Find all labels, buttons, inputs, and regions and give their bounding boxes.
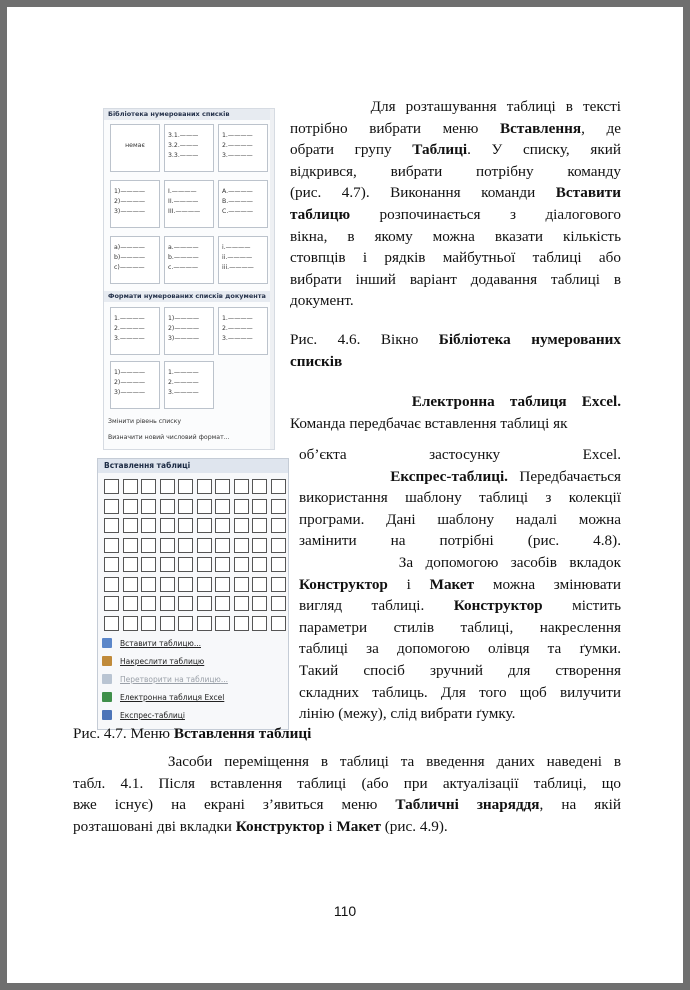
grid-cell[interactable] bbox=[197, 499, 212, 514]
numbering-option-line: 1)———— bbox=[114, 188, 146, 195]
numbering-option-line: 2.———— bbox=[222, 142, 253, 149]
numbering-option[interactable] bbox=[110, 236, 160, 284]
grid-cell[interactable] bbox=[234, 616, 249, 631]
paragraph-navigation bbox=[73, 751, 621, 837]
grid-cell[interactable] bbox=[104, 596, 119, 611]
text-line bbox=[290, 161, 621, 183]
grid-cell[interactable] bbox=[234, 518, 249, 533]
grid-cell[interactable] bbox=[271, 479, 286, 494]
grid-cell[interactable] bbox=[234, 596, 249, 611]
text-run: Конструктор bbox=[299, 575, 388, 593]
text-run: обрати групу bbox=[290, 141, 413, 159]
text-line bbox=[299, 682, 621, 704]
grid-cell[interactable] bbox=[271, 616, 286, 631]
grid-cell[interactable] bbox=[271, 518, 286, 533]
text-run: розпочинається з діалогового bbox=[350, 205, 621, 223]
text-run: (рис. 4.9). bbox=[380, 817, 448, 835]
text-line bbox=[299, 466, 621, 488]
numbering-option-line: II.———— bbox=[168, 198, 199, 205]
grid-cell[interactable] bbox=[271, 499, 286, 514]
menu-item-label: Вставити таблицю... bbox=[120, 639, 201, 648]
text-line bbox=[299, 617, 621, 639]
text-run: об’єкта застосунку Excel. bbox=[299, 446, 621, 463]
numbering-option-line: 3.———— bbox=[222, 335, 253, 342]
grid-cell[interactable] bbox=[215, 577, 230, 592]
grid-cell[interactable] bbox=[252, 616, 267, 631]
text-line bbox=[299, 574, 621, 596]
text-run: , де bbox=[581, 119, 621, 137]
numbering-option-line: 3)———— bbox=[114, 208, 146, 215]
grid-cell[interactable] bbox=[123, 518, 138, 533]
text-run: Вставлення таблиці bbox=[173, 725, 312, 742]
numbering-option-line: b)———— bbox=[114, 254, 146, 261]
numbering-library-panel bbox=[103, 108, 275, 450]
grid-cell[interactable] bbox=[215, 538, 230, 553]
numbering-option-line: a)———— bbox=[114, 244, 145, 251]
grid-cell[interactable] bbox=[252, 499, 267, 514]
grid-cell[interactable] bbox=[197, 557, 212, 572]
grid-cell[interactable] bbox=[197, 518, 212, 533]
numbering-option-line: 3.———— bbox=[222, 152, 253, 159]
numbering-option-line: 1)———— bbox=[168, 315, 200, 322]
text-line bbox=[290, 247, 621, 269]
paragraph-intro bbox=[290, 96, 621, 312]
numbering-option-line: i.———— bbox=[222, 244, 251, 251]
text-line bbox=[290, 182, 621, 204]
numbering-option-line: B.———— bbox=[222, 198, 253, 205]
insert-table-menu bbox=[97, 458, 289, 730]
numbering-option-line: 3.———— bbox=[114, 335, 145, 342]
text-run: Вставлення bbox=[500, 119, 582, 137]
menu-item-icon bbox=[102, 692, 112, 702]
text-line bbox=[299, 552, 621, 574]
menu-item-icon bbox=[102, 710, 112, 720]
numbering-option-line: 1.———— bbox=[168, 369, 199, 376]
text-line bbox=[290, 269, 621, 291]
grid-cell[interactable] bbox=[123, 479, 138, 494]
numbering-option-line: b.———— bbox=[168, 254, 199, 261]
text-line bbox=[290, 226, 621, 248]
text-line bbox=[290, 351, 621, 373]
text-run: містить bbox=[542, 597, 622, 615]
grid-cell[interactable] bbox=[160, 538, 175, 553]
grid-cell[interactable] bbox=[271, 577, 286, 592]
grid-cell[interactable] bbox=[178, 596, 193, 611]
text-run: Такий спосіб зручний для створення bbox=[299, 661, 621, 679]
text-line bbox=[73, 773, 621, 795]
grid-cell[interactable] bbox=[252, 538, 267, 553]
text-run bbox=[290, 393, 412, 410]
text-line bbox=[73, 751, 621, 773]
grid-cell[interactable] bbox=[234, 538, 249, 553]
text-run bbox=[299, 468, 390, 485]
grid-cell[interactable] bbox=[252, 518, 267, 533]
numbering-option-line: 2)———— bbox=[168, 325, 200, 332]
grid-cell[interactable] bbox=[197, 577, 212, 592]
grid-cell[interactable] bbox=[215, 616, 230, 631]
insert-table-menu-item[interactable] bbox=[102, 709, 185, 723]
numbering-option-line: 3.2.——— bbox=[168, 142, 199, 149]
document-numbering-option[interactable] bbox=[110, 361, 160, 409]
numbering-option[interactable] bbox=[218, 236, 268, 284]
grid-cell[interactable] bbox=[104, 518, 119, 533]
text-line bbox=[290, 413, 621, 435]
grid-cell[interactable] bbox=[141, 557, 156, 572]
text-line bbox=[290, 204, 621, 226]
grid-cell[interactable] bbox=[123, 557, 138, 572]
text-run: Експрес-таблиці. bbox=[390, 467, 508, 485]
numbering-option-line: ii.———— bbox=[222, 254, 253, 261]
grid-cell[interactable] bbox=[178, 538, 193, 553]
numbering-option[interactable] bbox=[164, 124, 214, 172]
grid-cell[interactable] bbox=[104, 557, 119, 572]
text-line bbox=[73, 723, 473, 745]
insert-table-header: Вставлення таблиці bbox=[98, 459, 288, 473]
text-run: Для розташування таблиці в тексті bbox=[290, 98, 621, 115]
paragraph-express-tables bbox=[299, 444, 621, 725]
text-run: Конструктор bbox=[453, 597, 543, 615]
text-run: Рис. 4.7. Меню bbox=[73, 725, 174, 742]
numbering-option-line: 1)———— bbox=[114, 369, 146, 376]
text-run: можна змінювати bbox=[474, 575, 621, 593]
numbering-option[interactable] bbox=[110, 124, 160, 172]
define-number-format-item[interactable]: Визначити новий числовий формат... bbox=[108, 434, 230, 441]
grid-cell[interactable] bbox=[141, 577, 156, 592]
numbering-option-line: 2.———— bbox=[222, 325, 253, 332]
numbering-option[interactable] bbox=[218, 180, 268, 228]
grid-cell[interactable] bbox=[160, 577, 175, 592]
document-numbering-option[interactable] bbox=[164, 307, 214, 355]
text-run: Таблиці bbox=[412, 141, 468, 159]
text-run: складних таблиць. Для того щоб вилучити bbox=[299, 683, 621, 701]
numbering-option[interactable] bbox=[218, 124, 268, 172]
grid-cell[interactable] bbox=[160, 557, 175, 572]
text-run: Рис. 4.6. Вікно bbox=[290, 331, 439, 348]
paragraph-excel bbox=[290, 391, 621, 434]
text-run: стовпців і рядків майбутньої таблиці або bbox=[290, 249, 621, 267]
numbering-option-line: 2)———— bbox=[114, 379, 146, 386]
grid-cell[interactable] bbox=[252, 596, 267, 611]
grid-cell[interactable] bbox=[123, 538, 138, 553]
numbering-option-line: 3)———— bbox=[168, 335, 200, 342]
text-line bbox=[290, 391, 621, 413]
document-numbering-option[interactable] bbox=[218, 307, 268, 355]
numbering-option-line: 3)———— bbox=[114, 389, 146, 396]
text-line bbox=[299, 487, 621, 509]
grid-cell[interactable] bbox=[215, 479, 230, 494]
document-page bbox=[7, 7, 683, 983]
text-run: лінію (межу), слід вибрати ґумку. bbox=[299, 705, 516, 723]
text-line bbox=[290, 118, 621, 140]
text-line bbox=[299, 530, 621, 552]
text-run: Конструктор bbox=[235, 817, 325, 835]
grid-cell[interactable] bbox=[178, 557, 193, 572]
text-run: програми. Дані шаблону надалі можна bbox=[299, 510, 621, 528]
numbering-option-line: c.———— bbox=[168, 264, 199, 271]
grid-cell[interactable] bbox=[215, 596, 230, 611]
grid-cell[interactable] bbox=[252, 557, 267, 572]
grid-cell[interactable] bbox=[234, 479, 249, 494]
text-run: замінити на потрібні (рис. 4.8). bbox=[299, 532, 621, 550]
text-run: списків bbox=[290, 352, 343, 370]
change-list-level-item[interactable]: Змінити рівень списку bbox=[108, 418, 182, 425]
text-line bbox=[299, 444, 621, 466]
grid-cell[interactable] bbox=[252, 479, 267, 494]
numbering-option-line: 2.———— bbox=[168, 379, 199, 386]
numbering-option-line: 3.3.——— bbox=[168, 152, 199, 159]
text-run: і bbox=[387, 575, 430, 593]
text-run: Засоби переміщення в таблиці та введення даних наведені в bbox=[73, 753, 621, 770]
document-numbering-option[interactable] bbox=[164, 361, 214, 409]
grid-cell[interactable] bbox=[160, 596, 175, 611]
grid-cell[interactable] bbox=[160, 479, 175, 494]
grid-cell[interactable] bbox=[141, 538, 156, 553]
menu-item-icon bbox=[102, 674, 112, 684]
grid-cell[interactable] bbox=[178, 616, 193, 631]
grid-cell[interactable] bbox=[141, 518, 156, 533]
numbering-option-line: 1.———— bbox=[222, 315, 253, 322]
numbering-option-line: C.———— bbox=[222, 208, 254, 215]
grid-cell[interactable] bbox=[215, 557, 230, 572]
numbering-option[interactable] bbox=[110, 180, 160, 228]
grid-cell[interactable] bbox=[178, 479, 193, 494]
numbering-library-header: Бібліотека нумерованих списків bbox=[104, 109, 274, 120]
numbering-option-line: iii.———— bbox=[222, 264, 254, 271]
numbering-option-line: a.———— bbox=[168, 244, 199, 251]
grid-cell[interactable] bbox=[104, 577, 119, 592]
text-run: Вставити bbox=[555, 184, 621, 202]
grid-cell[interactable] bbox=[234, 577, 249, 592]
grid-cell[interactable] bbox=[104, 499, 119, 514]
document-formats-header: Формати нумерованих списків документа bbox=[104, 291, 274, 302]
grid-cell[interactable] bbox=[141, 479, 156, 494]
grid-cell[interactable] bbox=[197, 479, 212, 494]
text-run: (рис. 4.7). Виконання команди bbox=[290, 184, 556, 202]
grid-cell[interactable] bbox=[141, 616, 156, 631]
text-run: вже існує) на екрані з’явиться меню bbox=[73, 796, 396, 814]
grid-cell[interactable] bbox=[123, 596, 138, 611]
text-run: таблицю bbox=[290, 205, 351, 223]
grid-cell[interactable] bbox=[197, 616, 212, 631]
text-line bbox=[299, 509, 621, 531]
grid-cell[interactable] bbox=[160, 518, 175, 533]
insert-table-menu-item[interactable] bbox=[102, 655, 204, 669]
grid-cell[interactable] bbox=[215, 518, 230, 533]
text-run: використання шаблону таблиці з колекції bbox=[299, 489, 621, 507]
numbering-option[interactable] bbox=[164, 180, 214, 228]
text-line bbox=[299, 638, 621, 660]
text-line bbox=[290, 139, 621, 161]
numbering-option[interactable] bbox=[164, 236, 214, 284]
text-run: параметри стилів таблиці, накреслення bbox=[299, 618, 621, 636]
grid-cell[interactable] bbox=[271, 596, 286, 611]
grid-cell[interactable] bbox=[123, 499, 138, 514]
menu-item-icon bbox=[102, 656, 112, 666]
numbering-option-line: III.———— bbox=[168, 208, 201, 215]
text-run: Електронна таблиця Excel. bbox=[411, 393, 622, 410]
grid-cell[interactable] bbox=[123, 577, 138, 592]
insert-table-menu-item[interactable] bbox=[102, 673, 228, 687]
text-run: і bbox=[324, 817, 337, 835]
grid-cell[interactable] bbox=[252, 577, 267, 592]
text-run: За допомогою засобів вкладок bbox=[299, 553, 621, 571]
grid-cell[interactable] bbox=[141, 596, 156, 611]
text-run: Макет bbox=[336, 817, 381, 835]
grid-cell[interactable] bbox=[197, 538, 212, 553]
text-run: . У списку, який bbox=[467, 141, 621, 159]
numbering-option-line: c)———— bbox=[114, 264, 145, 271]
numbering-option-line: 3.———— bbox=[168, 389, 199, 396]
page-number: 110 bbox=[333, 903, 357, 919]
grid-cell[interactable] bbox=[215, 499, 230, 514]
menu-item-label: Перетворити на таблицю... bbox=[120, 675, 228, 684]
numbering-option-line: 2)———— bbox=[114, 198, 146, 205]
text-run: розташовані дві вкладки bbox=[73, 817, 236, 835]
numbering-option-line: 1.———— bbox=[222, 132, 253, 139]
insert-table-menu-item[interactable] bbox=[102, 691, 224, 705]
text-line bbox=[299, 660, 621, 682]
grid-cell[interactable] bbox=[234, 499, 249, 514]
numbering-option-line: I.———— bbox=[168, 188, 197, 195]
text-run: табл. 4.1. Після вставлення таблиці (або при актуалізації таблиці, що bbox=[73, 774, 621, 792]
numbering-option-line: A.———— bbox=[222, 188, 253, 195]
grid-cell[interactable] bbox=[178, 518, 193, 533]
text-line bbox=[290, 96, 621, 118]
text-run: , на якій bbox=[539, 796, 621, 814]
text-run: документ. bbox=[290, 292, 354, 310]
text-line bbox=[290, 329, 621, 351]
numbering-option-line: 2.———— bbox=[114, 325, 145, 332]
grid-cell[interactable] bbox=[141, 499, 156, 514]
menu-item-label: Експрес-таблиці bbox=[120, 711, 185, 720]
grid-cell[interactable] bbox=[197, 596, 212, 611]
caption-fig-4-7 bbox=[73, 723, 473, 745]
menu-item-label: Накреслити таблицю bbox=[120, 657, 205, 666]
text-run: вибрати інший варіант додавання таблиці в bbox=[290, 270, 621, 288]
grid-cell[interactable] bbox=[104, 616, 119, 631]
grid-cell[interactable] bbox=[123, 616, 138, 631]
grid-cell[interactable] bbox=[104, 479, 119, 494]
grid-cell[interactable] bbox=[160, 499, 175, 514]
numbering-option-line: немає bbox=[125, 142, 145, 149]
menu-item-label: Електронна таблиця Excel bbox=[120, 693, 225, 702]
text-run: вигляд таблиці. bbox=[299, 597, 454, 615]
numbering-option-line: 1.———— bbox=[114, 315, 145, 322]
grid-cell[interactable] bbox=[271, 538, 286, 553]
document-numbering-option[interactable] bbox=[110, 307, 160, 355]
scrollbar[interactable] bbox=[270, 109, 274, 449]
text-run: Табличні знаряддя bbox=[395, 796, 540, 814]
text-run: Передбачається bbox=[507, 467, 621, 485]
text-line bbox=[290, 290, 621, 312]
grid-cell[interactable] bbox=[271, 557, 286, 572]
text-run: відкрився, вибрати потрібну команду bbox=[290, 162, 621, 180]
grid-cell[interactable] bbox=[178, 577, 193, 592]
text-run: Макет bbox=[429, 575, 475, 593]
text-run: вікна, в якому можна вказати кількість bbox=[290, 227, 621, 245]
insert-table-menu-item[interactable] bbox=[102, 637, 201, 651]
text-run: потрібно вибрати меню bbox=[290, 119, 501, 137]
grid-cell[interactable] bbox=[104, 538, 119, 553]
grid-cell[interactable] bbox=[234, 557, 249, 572]
grid-cell[interactable] bbox=[160, 616, 175, 631]
grid-cell[interactable] bbox=[178, 499, 193, 514]
text-line bbox=[73, 794, 621, 816]
caption-fig-4-6 bbox=[290, 329, 621, 372]
menu-item-icon bbox=[102, 638, 112, 648]
text-run: Бібліотека нумерованих bbox=[438, 331, 621, 348]
text-line bbox=[299, 595, 621, 617]
text-run: таблиці за допомогою олівця та ґумки. bbox=[299, 640, 621, 658]
text-line bbox=[73, 816, 621, 838]
text-line bbox=[299, 703, 621, 725]
text-run: Команда передбачає вставлення таблиці як bbox=[290, 414, 568, 432]
numbering-option-line: 3.1.——— bbox=[168, 132, 199, 139]
